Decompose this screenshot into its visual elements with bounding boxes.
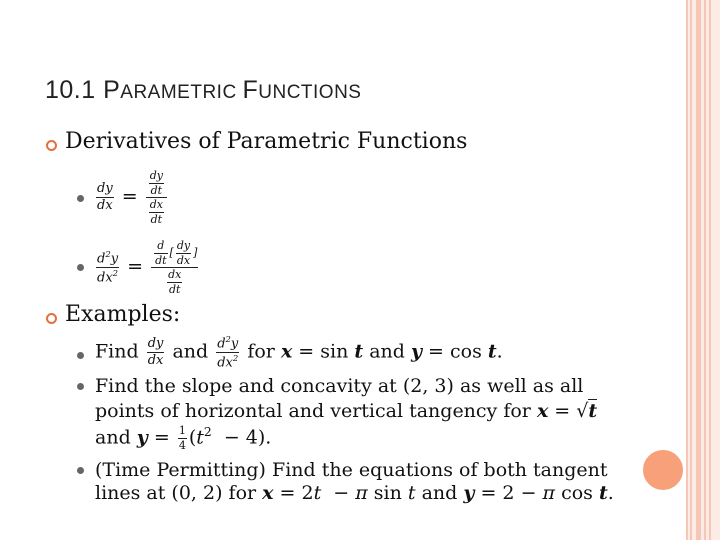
section-bullet-icon <box>46 313 57 324</box>
decorative-stripe <box>690 0 692 540</box>
section-bullet-icon <box>46 140 57 151</box>
bullet-icon <box>77 352 84 359</box>
decorative-stripe <box>686 0 688 540</box>
bullet-icon <box>77 195 84 202</box>
example-3-line1: (Time Permitting) Find the equations of both tangent <box>95 459 608 481</box>
decorative-circle <box>641 448 685 492</box>
first-derivative-formula: $\frac{dy}{dx}$ = $\frac{\frac{dy}{dt}}{\frac{dx}{dt}}$ <box>94 170 169 225</box>
bullet-icon <box>77 467 84 474</box>
decorative-stripe <box>696 0 701 540</box>
example-2-line3: and y = $\frac{1}{4}$ $(t^2 - 4)$. <box>95 424 272 452</box>
decorative-stripe <box>704 0 706 540</box>
bullet-icon <box>77 383 84 390</box>
example-2-line2: points of horizontal and vertical tangency for x = √t <box>95 400 598 422</box>
bullet-icon <box>77 264 84 271</box>
section-heading-examples: Examples: <box>65 302 181 327</box>
example-1: Find $\frac{dy}{dx}$ and $\frac{d^2y}{dx^2}$ for x = sin t and y = cos t. <box>95 334 503 371</box>
slide-title: 10.1 PARAMETRIC FUNCTIONS <box>45 76 362 104</box>
example-2-line1: Find the slope and concavity at (2, 3) as well as all <box>95 375 584 397</box>
section-heading-derivatives: Derivatives of Parametric Functions <box>65 129 468 154</box>
decorative-stripe <box>709 0 711 540</box>
second-derivative-formula: $\frac{d^2y}{dx^2}$ = $\frac{d}{dt}$ [ $\frac{dy}{dx}$ ] $\frac{dx}{dt}$ <box>97 239 198 296</box>
example-3-line2: lines at (0, 2) for x = 2t − π sin t and y = 2 − π cos t. <box>95 482 614 504</box>
